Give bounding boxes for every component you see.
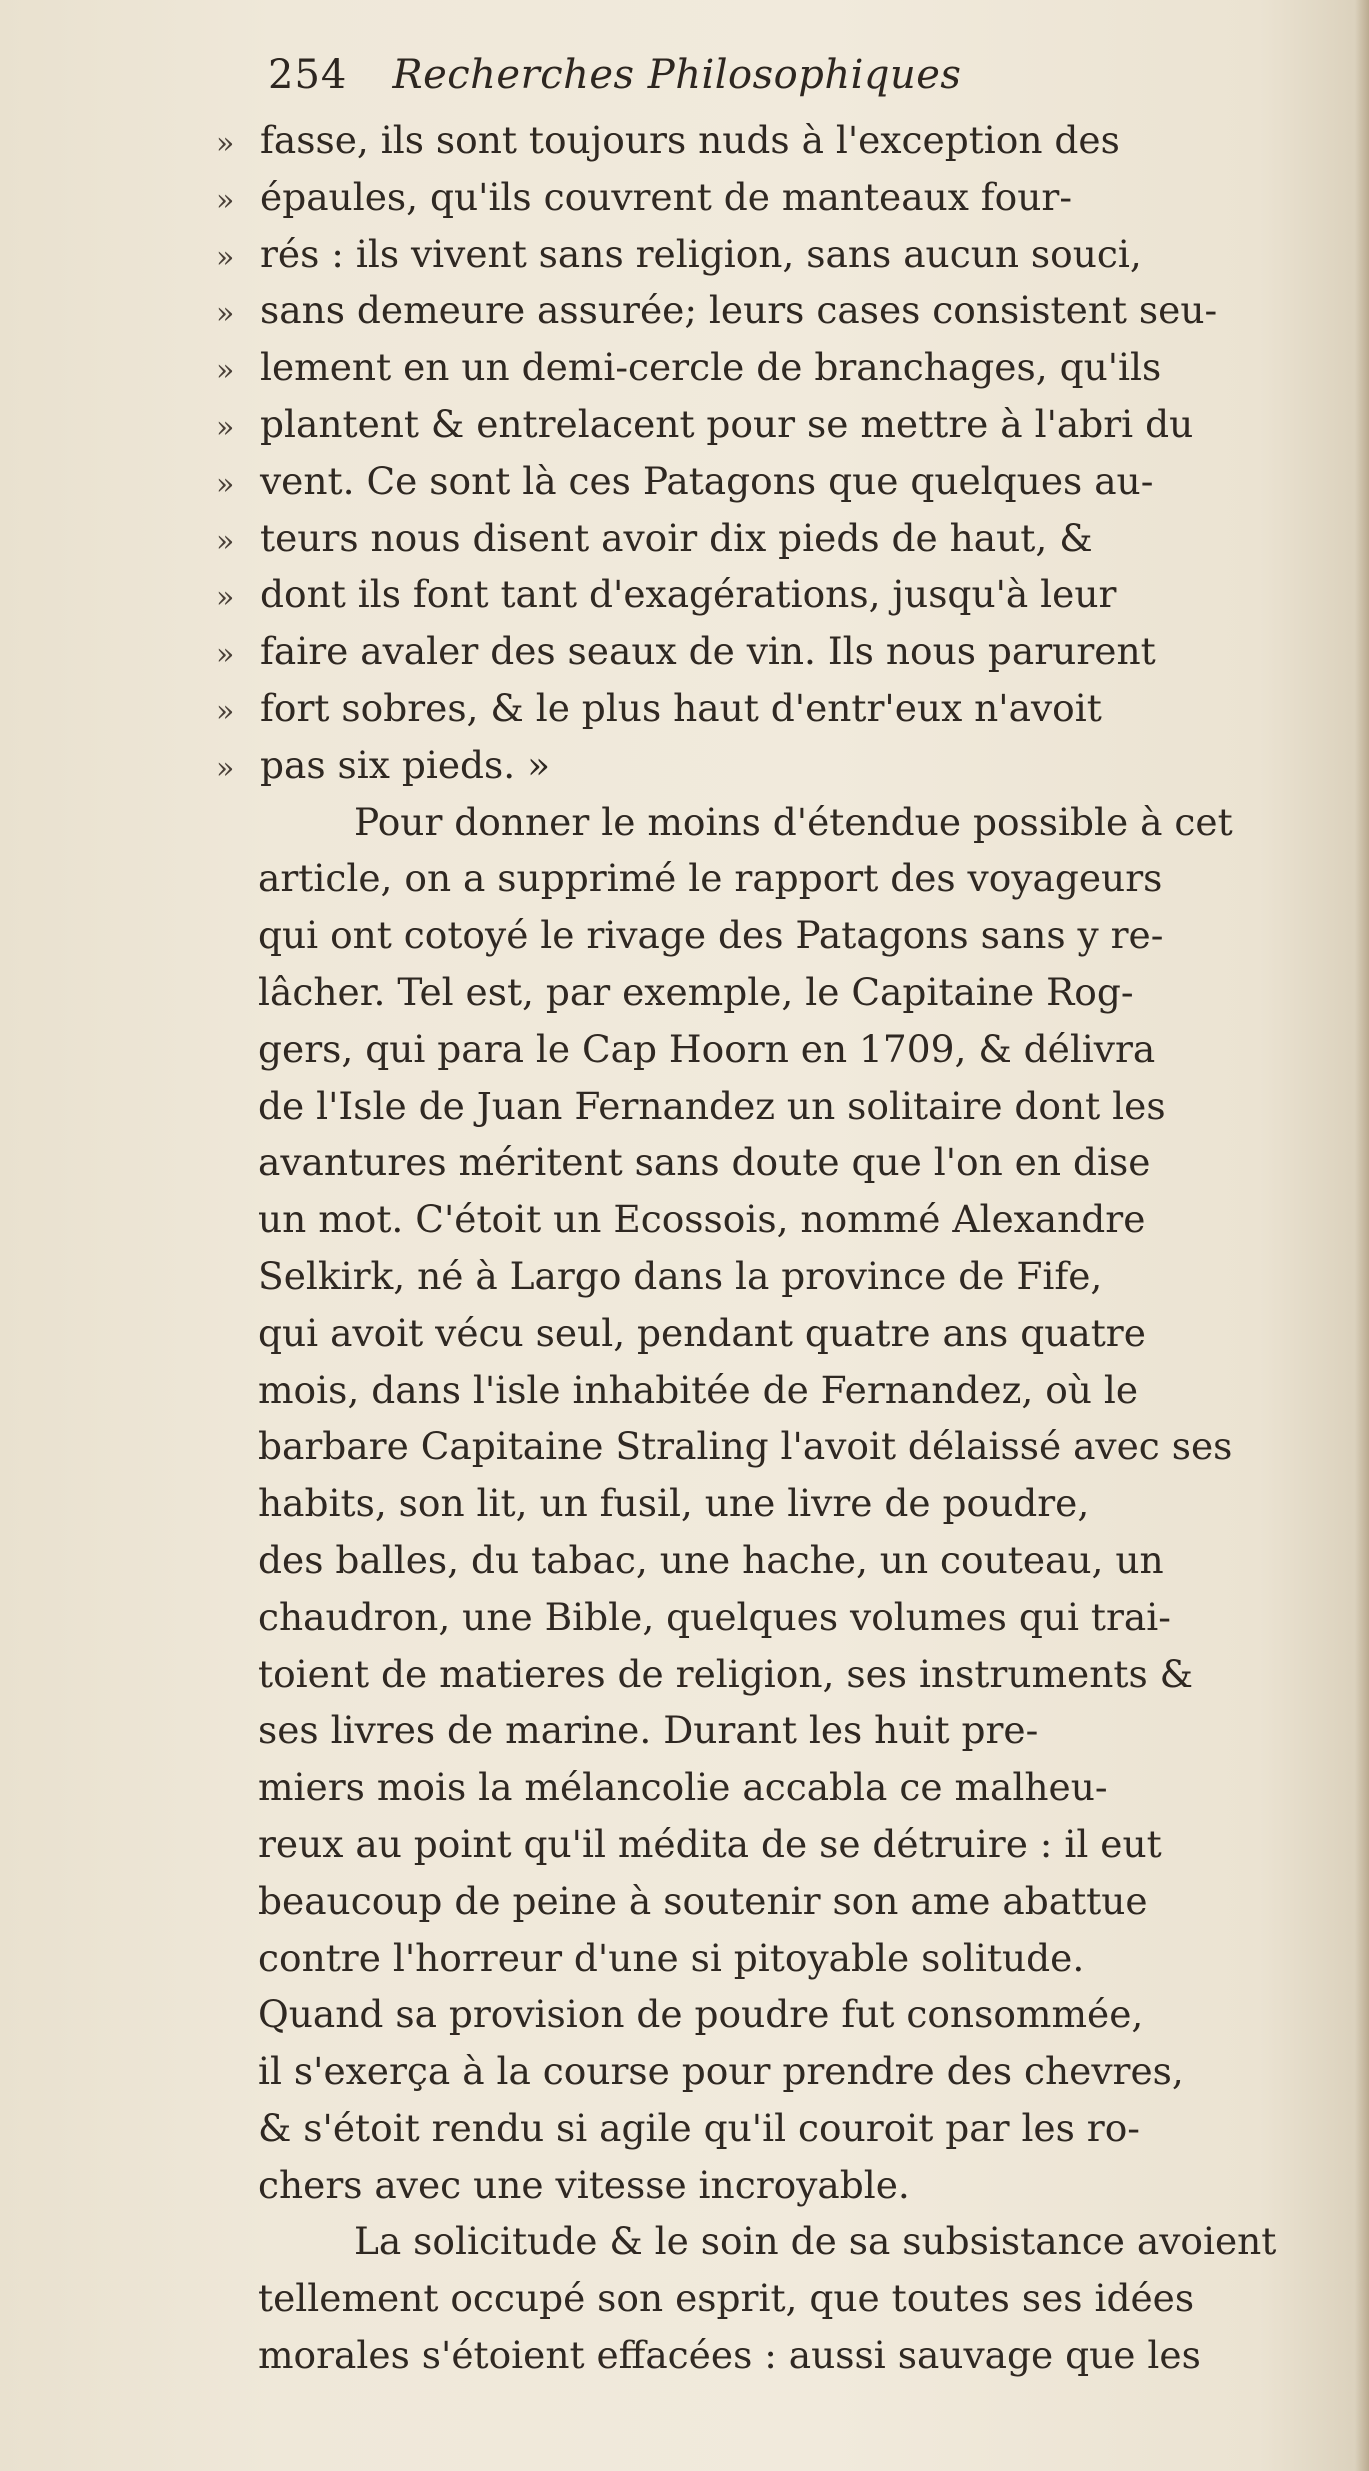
text-line (258, 1873, 1358, 1930)
text-line-content: vent. Ce sont là ces Patagons que quelques au- (260, 458, 1154, 503)
text-line-content: barbare Capitaine Straling l'avoit délaissé avec ses (258, 1424, 1233, 1469)
text-line (216, 112, 1358, 169)
quote-mark: » (216, 353, 235, 389)
text-line-content: fort sobres, & le plus haut d'entr'eux n'avoit (260, 685, 1102, 730)
quote-mark: » (216, 523, 235, 559)
text-line (216, 737, 1358, 794)
text-line-content: dont ils font tant d'exagérations, jusqu'à leur (260, 572, 1117, 617)
text-line-content: qui ont cotoyé le rivage des Patagons sans y re- (258, 913, 1164, 958)
text-line (258, 850, 1358, 907)
text-line (258, 2100, 1358, 2157)
text-line (258, 1702, 1358, 1759)
text-line (216, 623, 1358, 680)
text-line-content: pas six pieds. » (260, 742, 551, 787)
text-line (258, 2327, 1358, 2384)
text-line-content: sans demeure assurée; leurs cases consistent seu- (260, 288, 1218, 333)
quote-mark: » (216, 466, 235, 502)
quote-mark: » (216, 409, 235, 445)
text-line-content: de l'Isle de Juan Fernandez un solitaire dont les (258, 1083, 1166, 1128)
text-line-content: miers mois la mélancolie accabla ce malheu- (258, 1765, 1108, 1810)
text-line-content: tellement occupé son esprit, que toutes ses idées (258, 2276, 1195, 2321)
text-line-content: beaucoup de peine à soutenir son ame abattue (258, 1878, 1148, 1923)
text-line (258, 1646, 1358, 1703)
text-line (258, 1418, 1358, 1475)
text-line-content: reux au point qu'il médita de se détruire : il eut (258, 1821, 1162, 1866)
quote-mark: » (216, 580, 235, 616)
text-line-content: toient de matieres de religion, ses instruments & (258, 1651, 1193, 1696)
text-line (258, 1248, 1358, 1305)
text-line (258, 1759, 1358, 1816)
text-line-content: gers, qui para le Cap Hoorn en 1709, & délivra (258, 1026, 1156, 1071)
quote-mark: » (216, 182, 235, 218)
text-line-content: fasse, ils sont toujours nuds à l'exception des (260, 118, 1120, 162)
text-line (258, 1986, 1358, 2043)
text-line (258, 1816, 1358, 1873)
text-line (258, 1021, 1358, 1078)
text-line-content: habits, son lit, un fusil, une livre de poudre, (258, 1481, 1090, 1526)
text-line-content: morales s'étoient effacées : aussi sauvage que les (258, 2333, 1201, 2378)
text-line (258, 1134, 1358, 1191)
quote-mark: » (216, 296, 235, 332)
text-line (258, 1589, 1358, 1646)
text-line (258, 964, 1358, 1021)
text-line-content: mois, dans l'isle inhabitée de Fernandez, où le (258, 1367, 1139, 1412)
page-number: 254 (268, 52, 348, 98)
text-line (216, 680, 1358, 737)
text-line-content: un mot. C'étoit un Ecossois, nommé Alexandre (258, 1197, 1146, 1242)
text-line-content: des balles, du tabac, une hache, un couteau, un (258, 1537, 1164, 1582)
text-line (258, 1191, 1358, 1248)
text-line (216, 226, 1358, 283)
text-line-content: Quand sa provision de poudre fut consommée, (258, 1992, 1144, 2037)
text-line-content: lement en un demi-cercle de branchages, qu'ils (260, 345, 1162, 390)
quote-mark: » (216, 239, 235, 275)
text-line (258, 907, 1358, 964)
text-line-content: contre l'horreur d'une si pitoyable solitude. (258, 1935, 1085, 1980)
text-line-content: chaudron, une Bible, quelques volumes qui trai- (258, 1594, 1171, 1639)
text-line-content: Pour donner le moins d'étendue possible à cet (354, 799, 1233, 844)
text-line (216, 282, 1358, 339)
text-line-content: chers avec une vitesse incroyable. (258, 2162, 910, 2207)
text-line-content: Selkirk, né à Largo dans la province de Fife, (258, 1253, 1103, 1298)
quote-mark: » (216, 126, 235, 161)
text-line-content: qui avoit vécu seul, pendant quatre ans quatre (258, 1310, 1146, 1355)
text-line (216, 453, 1358, 510)
text-line-content: teurs nous disent avoir dix pieds de haut, & (260, 515, 1093, 560)
body-text (216, 112, 1358, 2384)
text-line (258, 1362, 1358, 1419)
text-line (258, 2157, 1358, 2214)
quote-mark: » (216, 693, 235, 729)
text-line-content: il s'exerça à la course pour prendre des chevres, (258, 2049, 1184, 2094)
text-line (258, 794, 1358, 851)
text-line (216, 169, 1358, 226)
text-line-content: avantures méritent sans doute que l'on en dise (258, 1140, 1151, 1185)
text-line-content: article, on a supprimé le rapport des voyageurs (258, 856, 1163, 901)
text-line-content: rés : ils vivent sans religion, sans aucun souci, (260, 231, 1142, 276)
text-line (258, 2270, 1358, 2327)
text-line-content: lâcher. Tel est, par exemple, le Capitaine Rog- (258, 969, 1134, 1014)
text-line-content: faire avaler des seaux de vin. Ils nous parurent (260, 629, 1156, 674)
quote-mark: » (216, 637, 235, 673)
text-line-content: & s'étoit rendu si agile qu'il couroit par les ro- (258, 2105, 1140, 2150)
text-line-content: La solicitude & le soin de sa subsistance avoient (354, 2219, 1277, 2264)
text-line (216, 339, 1358, 396)
running-title: Recherches Philosophiques (392, 52, 962, 98)
text-line (216, 566, 1358, 623)
text-line (258, 2213, 1358, 2270)
text-line (258, 1078, 1358, 1135)
text-line-content: ses livres de marine. Durant les huit pre- (258, 1708, 1039, 1753)
text-line (216, 510, 1358, 567)
text-line (258, 2043, 1358, 2100)
quote-mark: » (216, 750, 235, 786)
text-line (258, 1305, 1358, 1362)
text-line-content: épaules, qu'ils couvrent de manteaux four- (260, 174, 1072, 219)
text-line (258, 1930, 1358, 1987)
text-line (216, 396, 1358, 453)
text-line (258, 1532, 1358, 1589)
page-header (268, 52, 961, 98)
text-line (258, 1475, 1358, 1532)
text-line-content: plantent & entrelacent pour se mettre à l'abri du (260, 401, 1194, 446)
